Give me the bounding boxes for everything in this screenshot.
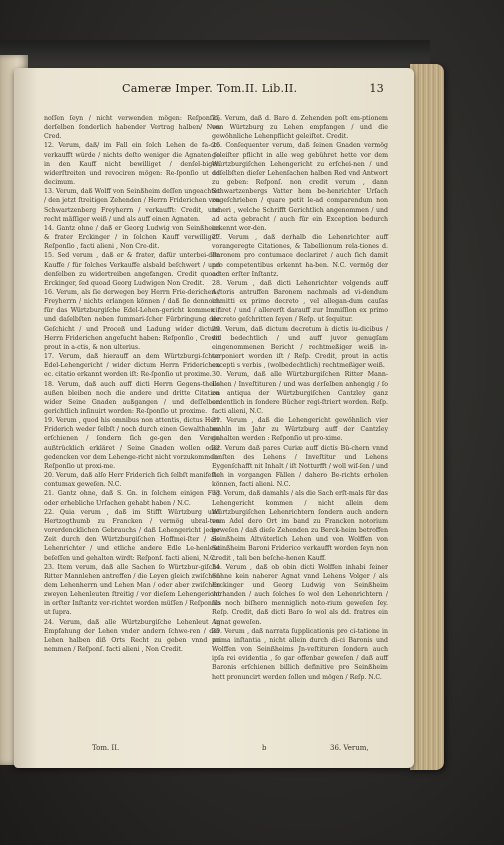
paragraph: 34. Verum , daß ob obin dicti Wolffen inhabi ſeiner Söhne kein naherer Agnat vnnd Lehens Volger / als Erckinger und Georg Ludwig von Seinßheim vorhanden / auch ſolches ſo wol den Lehenrichtern / als noch biſhero menniglich noto-rium geweſen ſey. Reſp. Credit, daß dicti Baro ſo wol als dd. fratres ein Agnat geweſen.	[212, 563, 388, 626]
paragraph: 18. Verum, daß auch auff dicti Herrn Gegens-theils außen bleiben noch die andere und dritte Citation wider Seine Gnaden außgangen / und deſſelben gerichtlich inſinuirt worden: Re-ſponſio ut proxime.	[44, 380, 220, 415]
paragraph: 25. Verum, daß d. Baro d. Zehenden poſt em-ptionem von Würtzburg zu Lehen empfangen / und die gewöhnliche Lehenpflicht geleiſtet. Credit.	[212, 115, 388, 141]
paragraph: 22. Quia verum , daß im Stifft Würtzburg und Hertzogthumb zu Francken / vermög ubral-ten vorerdencklichen Gebrauchs / daß Lehengericht jeder Zeit durch den Würtzburgiſchen Hoffmei-ſter / als Lehenrichter / und etliche andere Edle Le-henleut beſeſſen und gehalten wirdt: Reſponſ. facti alieni, N.C.	[44, 508, 220, 562]
paragraph: 19. Verum , quod his omnibus non attentis, dictus Herr Friderich weder ſelbſt / noch durch einen Gewalthaber erſchienen / ſondern ſich ge-gen den Verein außtrücklich erkläret / Seine Gnaden wollen oder gedencken vor dem Lehenge-richt nicht vorzukommen: Reſponſio ut proxi-me.	[44, 417, 220, 470]
paragraph: 35. Verum , daß narrata ſupplicationis pro ci-tatione in prima inſtantia , nicht allein durch di-ci Baronis und Wolffen von Seinßheims Jn-veſtituren ſondern auch ipſa rei evidentia , ſo gar offenbar geweſen / daß auff Baronis erſchienen billich definitive pro Seinßheim hett pronuncirt werden ſollen und mögen / Reſp. N.C.	[212, 627, 388, 681]
paragraph: 31. Verum , daß die Lehengericht gewöhnlich vier mahln im Jahr zu Würtzburg auff der Cantzley gehalten werden : Reſponſio ut pro-xime.	[212, 417, 388, 443]
catchword: 36. Verum,	[330, 744, 369, 752]
paragraph: 28. Verum , daß dicti Lehenrichter volgends auff Actoris antruffen Baronem nachmals ad vi-dendum immitti ex primo decreto , vel allegan-dum cauſas citiret / und / allererſt darauff zur Immiſſion ex primo decreto geſchritten ſeyen / Reſp. ut ſequitur.	[212, 279, 388, 324]
page-fore-edge	[410, 64, 444, 770]
paragraph: 13. Verum, daß Wolff von Seinßheim deſſen ungeachtet / den jetzt ſtreitigen Zehenden / Herrn Friderichen von Schwartzenberg Freyherrn / verkaufft: Credit, und recht mäſſiger weiß / und als auff einen Agnaten.	[44, 188, 220, 223]
book-top-edge	[0, 40, 430, 70]
paragraph: 17. Verum, daß hierauff an dem Würtzburgi-ſchen Edel-Lehengericht / wider dictum Herrn Friderichen ec. citatio erkannt worden iſt: Re-ſponſio ut proxime.	[44, 353, 220, 379]
page-number: 13	[369, 82, 384, 95]
paragraph: 30. Verum, daß alle Würtzburgiſchen Ritter Mann-Lehen / Inveſtituren / und was derſelben anhengig / ſo zu antiqua der Würtzburgiſchen Cantzley ganz ordentlich in ſondere Bücher regi-ſtriert worden. Reſp. facti alieni, N.C.	[212, 371, 388, 415]
paragraph: 23. Item verum, daß alle Sachen ſo Würtzbur-giſche Ritter Mannlehen antreffen / die Leyen gleich zwiſchen dem Lehenherrn und Lehen Man / oder aber zwiſchen zweyen Lehenleuten ſtreitig / vor dieſem Lehengericht in erſter Inſtantz ver-richtet worden müſſen / Reſponſio ut ſupra.	[44, 563, 220, 617]
running-title: Cameræ Imper. Tom.II. Lib.II.	[122, 82, 298, 95]
paragraph: 14. Gantz ohne / daß er Georg Ludwig von Seinßheim & frater Erckinger / in ſolchen Kauff verwilliget: Reſponſio , facti alieni , Non Cre-dit.	[44, 224, 220, 251]
paragraph: 27. Verum , daß derhalb die Lehenrichter auff vorangeregte Citationes, & Tabellionum rela-tiones d. Baronem pro contumace declariret / auch ſich damit pro competentibus erkennt ha-ben. N.C. vermög der acten erſter Inſtantz.	[212, 234, 388, 278]
left-text-column	[44, 114, 220, 654]
paragraph: 15. Sed verum , daß er & frater, dafür unterbei-den Kauffe / für ſolches Verkauffe alsbald beſchwert / und denſelben zu widertreiben angefangen. Credit quoad Erckinger, ſed quoad Georg Ludwigen Non Credit.	[44, 252, 220, 287]
paragraph: 26. Conſequenter verum, daß ſeinen Gnaden vermög geleiſter pflicht in alle weg gebühret hette vor dem Würtzburgiſchen Lehengericht zu erſchei-nen / und daſelbſten dieſer Lehenſachen halben Red vnd Antwort zu geben: Reſponſ. non credit verum , dann Schwartzenbergs Vatter hem be-henrichter Urſach zugeſchrieben / quare petit le-ad comparendum non teneri , welche Schrifft Gerichtlich angenommen / und ad acta gebracht / auch für ein Exception bedurch erkennt wor-den.	[212, 142, 388, 232]
paragraph: 24. Verum, daß alle Würtzburgiſche Lehenleut in Empfahung der Lehen vnder andern ſchwe-ren / der Lehen halben diß Orts Recht zu geben vnnd zu nemmen / Reſponſ. facti alieni , Non Credit.	[44, 618, 220, 654]
paragraph: 21. Gantz ohne, daß S. Gn. in ſolchem einigen Fug oder erhebliche Urſachen gehabt haben / N.C.	[44, 490, 220, 507]
volume-label: Tom. II.	[92, 744, 120, 752]
paragraph: 32. Verum daß pares Curiæ auff dictis Bü-chern vnnd ſonſten des Lehens / Inveſtitur und Lehens Eygenſchafft nit Inhalt / iſt Notturfft / woll wiſ-ſen / und ſich in vorgangen Fällen / dahero Be-richts erholen können, facti alieni. N.C.	[212, 444, 388, 489]
right-text-column	[212, 114, 388, 682]
paragraph: 16. Verum, als ſie derwegen bey Herrn Frie-derichen / Freyherrn / nichts erlangen können / daß ſie dennoch für das Würtzburgiſche Edel-Lehen-gericht kommen / und daſelbſten neben ſummari-ſcher Fürbringung der Geſchicht / und Proceß und Ladung wider dictum Herrn Friderichen angeſucht haben: Reſponſio , Credit prout in a-ctis, & non ulterius.	[44, 288, 220, 351]
signature-mark: b	[262, 744, 267, 752]
paragraph: noſſen ſeyn / nicht verwenden mögen: Reſponſio, derſelben ſonderlich habender Vertrag halben/ Non Cred.	[44, 115, 220, 141]
paragraph: 20. Verum, daß alſo Herr Friderich ſich ſelbſt manifeſte contumax geweſen. N.C.	[44, 472, 220, 489]
paragraph: 33. Verum, daß damahls / als die Sach erſt-mals für das Lehengericht kommen / nicht allein dem Würtzburgiſchen Lehenrichtern ſondern auch andern vom Adel dero Ort im band zu Francken notorium geweſen / daß dieſe Zehenden zu Berck-heim betroffen Seinßheim Altväterlich Lehen und von Wolffen von Seinßheim Baroni Friderico verkaufft worden ſeyn non credit , tali ben beſche-henen Kauff.	[212, 490, 388, 562]
paragraph: 29. Verum, daß dictum decretum à dictis iu-dicibus / vol bedechtlich / und auff juvor genugſam eingenommenen Bericht / rechtmeßiger weiß in-terponiert worden iſt / Reſp. Credit, prout in actis excepti s verbis , (wolbedechtlich) rechtmeßiger weiß.	[212, 325, 388, 370]
paragraph: 12. Verum, daß/ im Fall ein ſolch Lehen de fa-cto verkaufft würde / nichts deſto weniger die Agnaten ſo in den Kauff nicht bewilliget / denſel-bigen widerſtreiten und revociren mögen: Re-ſponſio ut ad decimum.	[44, 142, 220, 187]
